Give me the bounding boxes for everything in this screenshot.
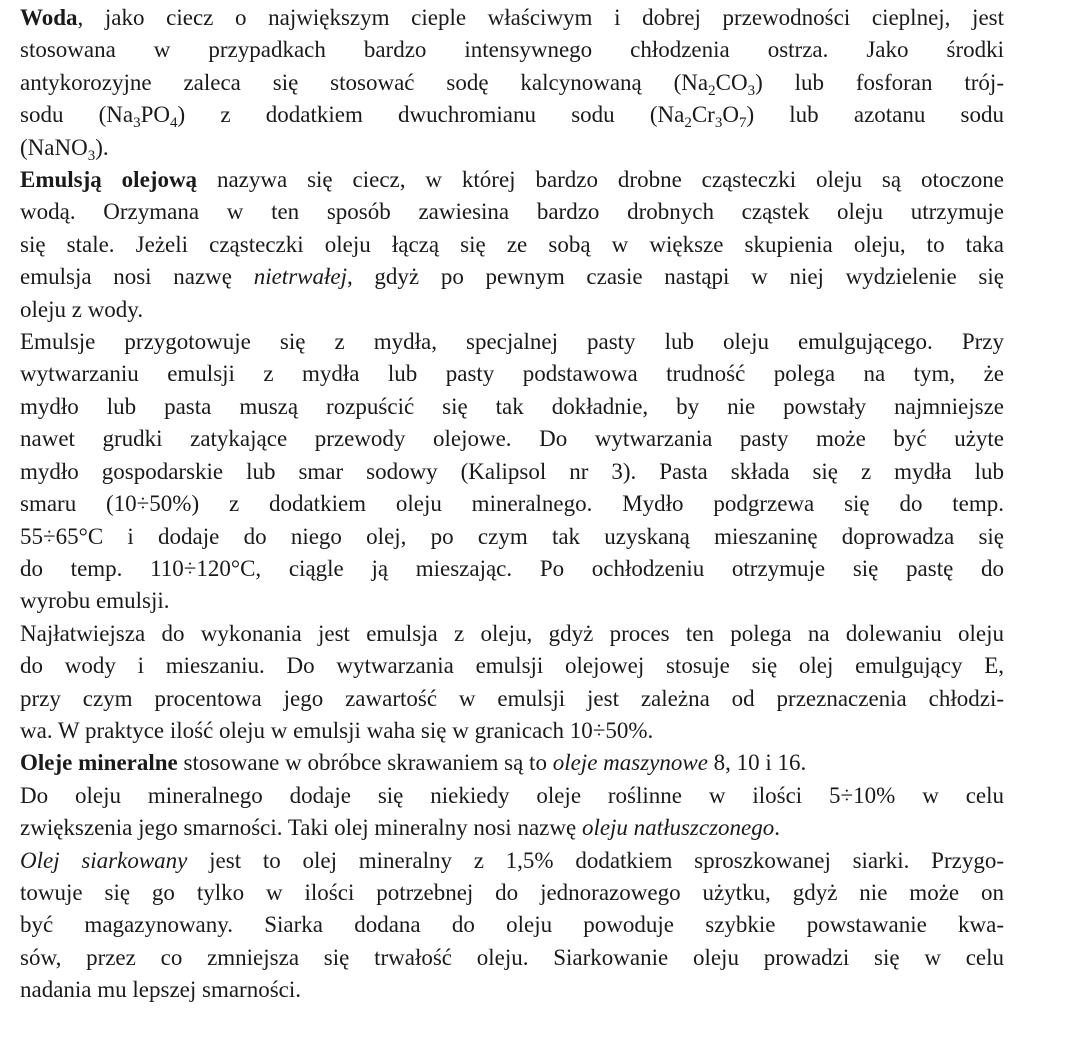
subscript: 3 bbox=[747, 82, 756, 99]
paragraph-emulsja-z-oleju bbox=[20, 618, 1004, 748]
text-run: przy czym procentowa jego zawartość w emulsji jest zależna od przeznaczenia chłodzi- bbox=[20, 685, 1004, 711]
text-line bbox=[20, 942, 1004, 974]
text-line bbox=[20, 780, 1004, 812]
text-run: Najłatwiejsza do wykonania jest emulsja z oleju, gdyż proces ten polega na dolewaniu oleju bbox=[20, 620, 1004, 646]
text-run: zwiększenia jego smarności. Taki olej mineralny nosi nazwę bbox=[20, 815, 582, 841]
text-line bbox=[20, 618, 1004, 650]
italic-term: oleju natłuszczonego bbox=[581, 815, 775, 841]
subscript: 4 bbox=[170, 115, 178, 132]
paragraph-oleje-mineralne bbox=[20, 747, 1004, 779]
text-run: . bbox=[774, 815, 780, 841]
text-line bbox=[20, 747, 1004, 779]
text-line bbox=[20, 650, 1004, 682]
text-run: mydło gospodarskie lub smar sodowy (Kalipsol nr 3). Pasta składa się z mydła lub bbox=[20, 458, 1004, 484]
text-line bbox=[20, 294, 1004, 326]
italic-term: oleje maszynowe bbox=[552, 750, 708, 776]
text-run: nazywa się ciecz, w której bardzo drobne cząsteczki oleju są otoczone bbox=[197, 167, 1004, 193]
text-run: ). bbox=[95, 134, 109, 160]
text-run: (NaNO bbox=[20, 134, 88, 160]
text-run: O bbox=[722, 102, 739, 128]
text-line bbox=[20, 909, 1004, 941]
text-line bbox=[20, 358, 1004, 390]
text-run: , jako ciecz o największym cieple właściwym i dobrej przewodności cieplnej, jest bbox=[77, 5, 1004, 30]
text-line bbox=[20, 683, 1004, 715]
subscript: 3 bbox=[133, 115, 141, 132]
text-line bbox=[20, 715, 1004, 747]
text-line bbox=[20, 391, 1004, 423]
text-run: wodą. Orzymana w ten sposób zawiesina bardzo drobnych cząstek oleju utrzymuje bbox=[20, 199, 1004, 225]
text-run: do wody i mieszaniu. Do wytwarzania emulsji olejowej stosuje się olej emulgujący E, bbox=[20, 653, 1004, 679]
text-run: stosowana w przypadkach bardzo intensywnego chłodzenia ostrza. Jako środki bbox=[20, 37, 1004, 63]
text-line bbox=[20, 2, 1004, 34]
bold-term: Emulsją olejową bbox=[20, 167, 198, 193]
text-run: wyrobu emulsji. bbox=[20, 588, 170, 614]
text-line bbox=[20, 553, 1004, 585]
text-run: ) lub azotanu sodu bbox=[746, 102, 1005, 128]
text-run: nadania mu lepszej smarności. bbox=[20, 977, 302, 1003]
text-run: Cr bbox=[691, 102, 715, 128]
text-run: sodu (Na bbox=[20, 102, 134, 128]
text-line bbox=[20, 423, 1004, 455]
italic-term: Olej siarkowany bbox=[20, 847, 188, 873]
text-run: sów, przez co zmniejsza się trwałość oleju. Siarkowanie oleju prowadzi się w celu bbox=[20, 944, 1004, 970]
paragraph-olej-natluszczony bbox=[20, 780, 1004, 845]
text-run: jest to olej mineralny z 1,5% dodatkiem sproszkowanej siarki. Przygo- bbox=[187, 847, 1005, 873]
text-run: oleju z wody. bbox=[20, 296, 144, 322]
text-run: wa. W praktyce ilość oleju w emulsji waha się w granicach 10÷50%. bbox=[20, 717, 654, 743]
text-run: stosowane w obróbce skrawaniem są to bbox=[177, 750, 553, 776]
text-line bbox=[20, 196, 1004, 228]
text-run: być magazynowany. Siarka dodana do oleju powoduje szybkie powstawanie kwa- bbox=[20, 912, 1004, 938]
text-line bbox=[20, 326, 1004, 358]
text-run: 8, 10 i 16. bbox=[707, 750, 807, 776]
text-run: smaru (10÷50%) z dodatkiem oleju mineralnego. Mydło podgrzewa się do temp. bbox=[20, 491, 1004, 517]
text-line bbox=[20, 974, 1004, 1006]
text-line bbox=[20, 521, 1004, 553]
text-run: 55÷65°C i dodaje do niego olej, po czym tak uzyskaną mieszaninę doprowadza się bbox=[20, 523, 1004, 549]
text-line bbox=[20, 34, 1004, 66]
text-run: się stale. Jeżeli cząsteczki oleju łączą się ze sobą w większe skupienia oleju, to taka bbox=[20, 231, 1004, 257]
text-line bbox=[20, 845, 1005, 877]
text-line bbox=[20, 229, 1004, 261]
bold-term: Oleje mineralne bbox=[20, 750, 178, 776]
paragraph-emulsje-przygotowanie bbox=[20, 326, 1004, 618]
text-run: , gdyż po pewnym czasie nastąpi w niej wydzielenie się bbox=[346, 264, 1004, 290]
text-run: Emulsje przygotowuje się z mydła, specjalnej pasty lub oleju emulgującego. Przy bbox=[20, 329, 1004, 355]
paragraph-woda bbox=[20, 2, 1004, 164]
subscript: 7 bbox=[738, 115, 747, 132]
text-run: do temp. 110÷120°C, ciągle ją mieszając. Po ochłodzeniu otrzymuje się pastę do bbox=[20, 555, 1004, 581]
text-run: CO bbox=[715, 69, 748, 95]
text-line bbox=[20, 99, 1005, 132]
bold-term: Woda bbox=[20, 5, 78, 30]
text-line bbox=[20, 67, 1004, 99]
text-line bbox=[20, 132, 1004, 164]
text-run: nawet grudki zatykające przewody olejowe. Do wytwarzania pasty może być użyte bbox=[20, 426, 1004, 452]
subscript: 2 bbox=[708, 82, 716, 99]
text-line bbox=[20, 261, 1004, 293]
text-run: ) lub fosforan trój- bbox=[755, 69, 1004, 95]
text-run: towuje się go tylko w ilości potrzebnej do jednorazowego użytku, gdyż nie może on bbox=[20, 879, 1004, 905]
subscript: 2 bbox=[684, 115, 692, 132]
text-run: Do oleju mineralnego dodaje się niekiedy oleje roślinne w ilości 5÷10% w celu bbox=[20, 782, 1004, 808]
text-line bbox=[20, 456, 1004, 488]
text-line bbox=[20, 812, 1004, 844]
text-run: ) z dodatkiem dwuchromianu sodu (Na bbox=[177, 102, 685, 128]
text-line bbox=[20, 164, 1004, 196]
text-run: mydło lub pasta muszą rozpuścić się tak dokładnie, by nie powstały najmniejsze bbox=[20, 393, 1004, 419]
text-run: PO bbox=[140, 102, 171, 128]
text-run: antykorozyjne zaleca się stosować sodę kalcynowaną (Na bbox=[20, 69, 709, 95]
italic-term: nietrwałej bbox=[253, 264, 347, 290]
text-run: emulsja nosi nazwę bbox=[20, 264, 254, 290]
text-line bbox=[20, 488, 1004, 520]
document-body bbox=[20, 2, 1004, 1007]
text-line bbox=[20, 585, 1004, 617]
subscript: 3 bbox=[714, 115, 723, 132]
subscript: 3 bbox=[87, 147, 96, 164]
paragraph-olej-siarkowany bbox=[20, 845, 1004, 1007]
text-line bbox=[20, 877, 1004, 909]
text-run: wytwarzaniu emulsji z mydła lub pasty podstawowa trudność polega na tym, że bbox=[20, 361, 1004, 387]
paragraph-emulsja-olejowa bbox=[20, 164, 1004, 326]
